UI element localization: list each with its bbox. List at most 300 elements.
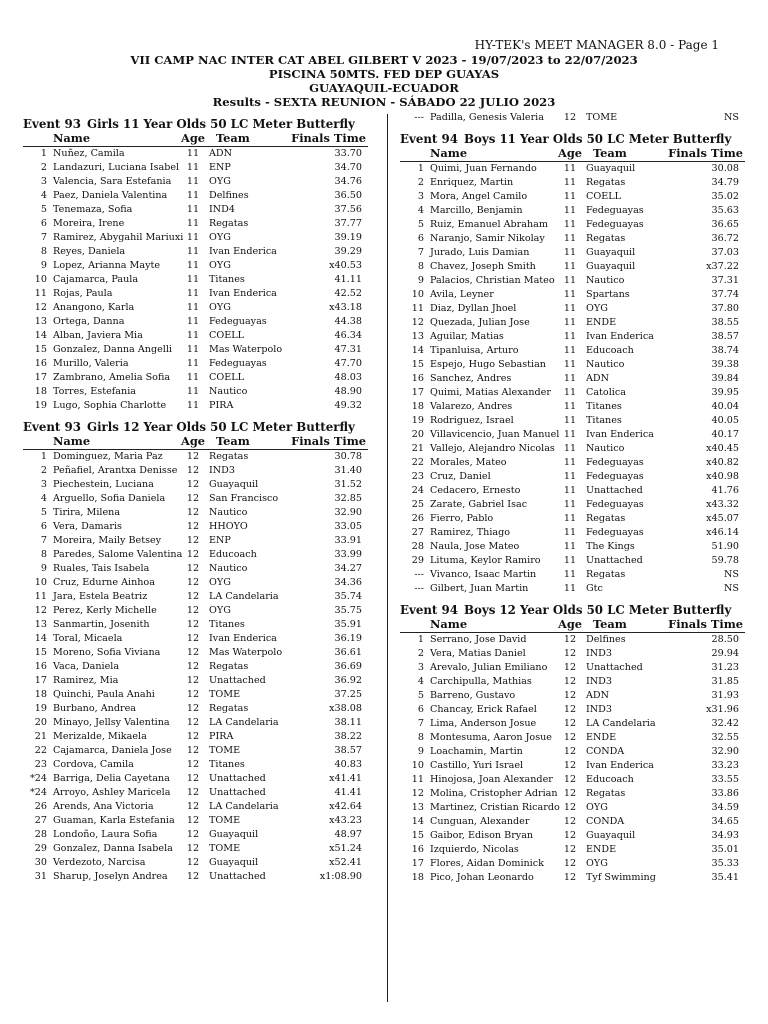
result-age: 12 [186, 717, 200, 728]
result-name: Piechestein, Luciana [53, 479, 154, 490]
result-time: 31.23 [711, 662, 739, 673]
result-team: TOME [586, 112, 618, 123]
result-row [400, 232, 745, 246]
result-row [23, 562, 368, 576]
result-name: Reyes, Daniela [53, 246, 126, 257]
result-place: 4 [417, 676, 424, 687]
result-time: x40.45 [706, 443, 739, 454]
result-time: 51.90 [711, 541, 739, 552]
result-name: Moreira, Irene [53, 218, 125, 229]
result-name: Cajamarca, Daniela Jose [53, 745, 172, 756]
event-title [23, 420, 368, 435]
result-team: Guayaquil [586, 247, 636, 258]
result-row [400, 330, 745, 344]
result-time: 33.70 [334, 148, 362, 159]
result-team: Delfines [586, 634, 626, 645]
result-time: 41.41 [334, 787, 362, 798]
result-age: 12 [186, 731, 200, 742]
result-age: 12 [563, 746, 577, 757]
result-time: x40.82 [706, 457, 739, 468]
header-finals-time: Finals Time [291, 434, 366, 448]
result-name: Lopez, Arianna Mayte [53, 260, 161, 271]
result-team: IND3 [586, 704, 612, 715]
result-name: Dominguez, Maria Paz [53, 451, 163, 462]
result-age: 12 [186, 787, 200, 798]
result-team: OYG [586, 303, 608, 314]
result-row [23, 786, 368, 800]
result-team: ENP [209, 535, 231, 546]
result-name: Cruz, Daniel [430, 471, 491, 482]
result-age: 12 [563, 648, 577, 659]
result-team: Nautico [586, 443, 625, 454]
result-name: Vera, Damaris [53, 521, 122, 532]
session-title: Results - SEXTA REUNION - SÁBADO 22 JULIO 2023 [212, 95, 556, 109]
result-time: x1:08.90 [319, 871, 362, 882]
result-row [400, 274, 745, 288]
result-name: Perez, Kerly Michelle [53, 605, 157, 616]
result-age: 12 [186, 689, 200, 700]
result-team: Spartans [586, 289, 630, 300]
result-team: Ivan Enderica [209, 246, 277, 257]
result-team: Nautico [209, 563, 248, 574]
result-age: 11 [563, 289, 577, 300]
result-team: Regatas [209, 661, 249, 672]
result-team: Regatas [209, 451, 249, 462]
result-name: Chavez, Joseph Smith [430, 261, 536, 272]
result-time: 48.03 [334, 372, 362, 383]
result-age: 11 [563, 485, 577, 496]
result-row [400, 568, 745, 582]
result-time: 37.25 [334, 689, 362, 700]
result-team: PIRA [209, 731, 234, 742]
result-age: 12 [563, 634, 577, 645]
result-place: 2 [417, 648, 424, 659]
result-age: 11 [563, 205, 577, 216]
result-age: 12 [563, 676, 577, 687]
result-row [23, 357, 368, 371]
result-name: Marcillo, Benjamin [430, 205, 523, 216]
result-age: 12 [186, 857, 200, 868]
result-name: Arends, Ana Victoria [53, 801, 154, 812]
result-place: 6 [417, 704, 424, 715]
column-divider [387, 114, 388, 1002]
result-place: 10 [411, 289, 424, 300]
result-place: 23 [411, 471, 424, 482]
result-place: 27 [34, 815, 47, 826]
result-team: Ivan Enderica [209, 633, 277, 644]
result-name: Rojas, Paula [53, 288, 113, 299]
result-name: Barreno, Gustavo [430, 690, 516, 701]
result-time: 39.95 [711, 387, 739, 398]
result-age: 11 [563, 513, 577, 524]
result-place: 4 [417, 205, 424, 216]
result-name: Montesuma, Aaron Josue [430, 732, 552, 743]
result-time: 36.50 [334, 190, 362, 201]
result-team: LA Candelaria [209, 801, 279, 812]
result-time: 39.29 [334, 246, 362, 257]
result-row [23, 660, 368, 674]
result-time: 38.55 [711, 317, 739, 328]
event-name: Boys 11 Year Olds 50 LC Meter Butterfly [464, 132, 732, 146]
result-place: 3 [40, 176, 47, 187]
result-name: Merizalde, Mikaela [53, 731, 147, 742]
result-time: NS [724, 583, 739, 594]
result-time: 31.40 [334, 465, 362, 476]
result-name: Burbano, Andrea [53, 703, 136, 714]
result-age: 11 [186, 344, 200, 355]
result-row [23, 814, 368, 828]
result-row [23, 450, 368, 464]
result-age: 11 [186, 162, 200, 173]
result-row [400, 428, 745, 442]
result-row [400, 703, 745, 717]
result-row [400, 386, 745, 400]
result-team: Educoach [209, 549, 257, 560]
result-name: Carchipulla, Mathias [430, 676, 532, 687]
result-row [400, 801, 745, 815]
result-place: 16 [34, 661, 47, 672]
event-number: Event 94 [400, 132, 458, 146]
result-name: Paez, Daniela Valentina [53, 190, 168, 201]
result-row [400, 302, 745, 316]
result-team: Guayaquil [586, 830, 636, 841]
result-row [23, 259, 368, 273]
result-age: 11 [563, 499, 577, 510]
result-row [400, 661, 745, 675]
result-place: 24 [411, 485, 424, 496]
event-number: Event 93 [23, 117, 81, 131]
result-row [23, 618, 368, 632]
result-age: 11 [186, 260, 200, 271]
result-name: Paredes, Salome Valentina [53, 549, 183, 560]
result-place: 21 [411, 443, 424, 454]
result-age: 11 [563, 233, 577, 244]
result-team: Regatas [586, 177, 626, 188]
result-time: 41.11 [334, 274, 362, 285]
result-time: 32.85 [334, 493, 362, 504]
result-time: 34.36 [334, 577, 362, 588]
result-age: 12 [563, 718, 577, 729]
result-row [23, 203, 368, 217]
result-place: 31 [34, 871, 47, 882]
result-name: Landazuri, Luciana Isabel [53, 162, 180, 173]
result-place: 7 [40, 232, 47, 243]
result-place: 6 [40, 218, 47, 229]
result-name: Loachamin, Martin [430, 746, 523, 757]
result-team: Unattached [209, 787, 266, 798]
result-age: 11 [563, 261, 577, 272]
result-row [23, 604, 368, 618]
result-time: 35.75 [334, 605, 362, 616]
result-row [23, 576, 368, 590]
result-time: 34.76 [334, 176, 362, 187]
result-time: 36.92 [334, 675, 362, 686]
result-place: 4 [40, 190, 47, 201]
result-age: 11 [186, 386, 200, 397]
result-row [400, 773, 745, 787]
result-time: 33.99 [334, 549, 362, 560]
result-name: Lugo, Sophia Charlotte [53, 400, 167, 411]
result-age: 12 [186, 563, 200, 574]
result-place: 14 [34, 633, 47, 644]
result-team: Ivan Enderica [586, 429, 654, 440]
column-header-row [400, 147, 745, 162]
result-place: 16 [411, 844, 424, 855]
result-time: 32.90 [711, 746, 739, 757]
result-name: Gonzalez, Danna Isabela [53, 843, 173, 854]
result-age: 12 [186, 507, 200, 518]
result-age: 11 [563, 359, 577, 370]
result-time: 38.57 [334, 745, 362, 756]
result-row [23, 870, 368, 884]
result-name: Ramirez, Thiago [430, 527, 511, 538]
result-time: 28.50 [711, 634, 739, 645]
result-row [23, 674, 368, 688]
result-name: Jurado, Luis Damian [430, 247, 530, 258]
result-age: 11 [186, 400, 200, 411]
result-place: 3 [40, 479, 47, 490]
result-age: 12 [186, 479, 200, 490]
result-team: ADN [209, 148, 233, 159]
result-place: 27 [411, 527, 424, 538]
result-place: 11 [34, 288, 47, 299]
result-age: 12 [186, 675, 200, 686]
result-team: Fedeguayas [586, 527, 644, 538]
result-age: 12 [186, 759, 200, 770]
result-place: 8 [40, 246, 47, 257]
result-time: 37.31 [711, 275, 739, 286]
result-name: Quinchi, Paula Anahi [53, 689, 155, 700]
result-team: ENDE [586, 732, 617, 743]
result-age: 12 [186, 773, 200, 784]
result-team: Gtc [586, 583, 603, 594]
result-place: 1 [40, 451, 47, 462]
result-time: 33.55 [711, 774, 739, 785]
result-team: Unattached [209, 675, 266, 686]
result-age: 11 [186, 204, 200, 215]
result-time: x37.22 [706, 261, 739, 272]
result-time: 35.74 [334, 591, 362, 602]
event-number: Event 94 [400, 603, 458, 617]
result-time: 32.90 [334, 507, 362, 518]
result-time: 35.01 [711, 844, 739, 855]
result-team: Unattached [586, 555, 643, 566]
result-time: x41.41 [329, 773, 362, 784]
result-name: Aguilar, Matias [430, 331, 504, 342]
result-age: 11 [563, 331, 577, 342]
result-time: 31.85 [711, 676, 739, 687]
meet-header [0, 53, 768, 109]
result-place: --- [414, 112, 424, 123]
result-place: 11 [34, 591, 47, 602]
result-age: 11 [563, 345, 577, 356]
result-row [400, 554, 745, 568]
result-age: 12 [186, 703, 200, 714]
result-time: 39.19 [334, 232, 362, 243]
result-name: Londoño, Laura Sofia [53, 829, 158, 840]
result-place: 20 [34, 717, 47, 728]
result-time: 40.05 [711, 415, 739, 426]
result-team: Regatas [209, 218, 249, 229]
result-time: 34.65 [711, 816, 739, 827]
result-row [400, 582, 745, 596]
result-age: 12 [186, 745, 200, 756]
result-time: 29.94 [711, 648, 739, 659]
result-row [23, 492, 368, 506]
result-age: 11 [563, 163, 577, 174]
result-time: 35.91 [334, 619, 362, 630]
result-name: Peñafiel, Arantxa Denisse [53, 465, 178, 476]
result-team: Nautico [209, 386, 248, 397]
result-team: Titanes [209, 274, 245, 285]
result-place: 29 [411, 555, 424, 566]
header-finals-time: Finals Time [668, 617, 743, 631]
result-age: 12 [563, 732, 577, 743]
result-team: IND3 [209, 465, 235, 476]
header-age: Age [558, 146, 583, 160]
result-place: 1 [417, 634, 424, 645]
result-age: 12 [186, 647, 200, 658]
result-team: Regatas [586, 233, 626, 244]
result-place: 28 [411, 541, 424, 552]
result-team: PIRA [209, 400, 234, 411]
result-team: ENDE [586, 844, 617, 855]
result-team: ENP [209, 162, 231, 173]
result-time: x31.96 [706, 704, 739, 715]
result-age: 12 [186, 577, 200, 588]
result-age: 11 [563, 191, 577, 202]
result-age: 12 [563, 816, 577, 827]
result-age: 11 [563, 555, 577, 566]
result-row [23, 147, 368, 161]
result-team: Ivan Enderica [586, 331, 654, 342]
result-time: 35.33 [711, 858, 739, 869]
result-place: 22 [34, 745, 47, 756]
result-place: 12 [34, 302, 47, 313]
result-time: 34.70 [334, 162, 362, 173]
result-name: Morales, Mateo [430, 457, 507, 468]
result-place: 2 [417, 177, 424, 188]
result-age: 11 [563, 373, 577, 384]
result-name: Mora, Angel Camilo [430, 191, 528, 202]
result-time: 37.56 [334, 204, 362, 215]
result-age: 11 [563, 583, 577, 594]
result-place: 21 [34, 731, 47, 742]
result-place: 15 [34, 344, 47, 355]
result-team: Ivan Enderica [209, 288, 277, 299]
result-age: 12 [563, 788, 577, 799]
result-place: 14 [411, 345, 424, 356]
result-team: Ivan Enderica [586, 760, 654, 771]
result-place: 18 [34, 689, 47, 700]
result-age: 12 [186, 633, 200, 644]
result-place: 7 [417, 247, 424, 258]
result-row [23, 301, 368, 315]
result-team: Fedeguayas [586, 457, 644, 468]
left-results-column [23, 117, 368, 884]
result-time: 34.59 [711, 802, 739, 813]
result-name: Valarezo, Andres [430, 401, 513, 412]
result-team: Catolica [586, 387, 626, 398]
result-row [23, 744, 368, 758]
result-name: Hinojosa, Joan Alexander [430, 774, 553, 785]
result-row [23, 343, 368, 357]
result-place: 9 [40, 260, 47, 271]
result-row [23, 273, 368, 287]
result-time: 35.02 [711, 191, 739, 202]
result-row [23, 245, 368, 259]
result-team: Mas Waterpolo [209, 647, 283, 658]
result-age: 11 [186, 302, 200, 313]
result-row [23, 329, 368, 343]
result-team: HHOYO [209, 521, 248, 532]
result-place: 8 [417, 732, 424, 743]
header-age: Age [181, 434, 206, 448]
result-age: 11 [563, 443, 577, 454]
result-time: x45.07 [706, 513, 739, 524]
result-name: Sanchez, Andres [430, 373, 512, 384]
result-place: 18 [411, 401, 424, 412]
result-age: 12 [186, 451, 200, 462]
result-age: 11 [186, 288, 200, 299]
result-place: 7 [417, 718, 424, 729]
result-row [23, 217, 368, 231]
result-row [23, 772, 368, 786]
result-age: 11 [186, 358, 200, 369]
result-row [400, 162, 745, 176]
result-row [400, 218, 745, 232]
result-row [400, 759, 745, 773]
result-place: 13 [34, 619, 47, 630]
result-name: Arroyo, Ashley Maricela [53, 787, 171, 798]
result-name: Ramirez, Abygahil Mariuxi [53, 232, 184, 243]
result-time: 37.77 [334, 218, 362, 229]
result-place: 5 [40, 507, 47, 518]
result-name: Avila, Leyner [430, 289, 494, 300]
result-name: Verdezoto, Narcisa [53, 857, 146, 868]
result-age: 12 [186, 591, 200, 602]
result-time: 36.69 [334, 661, 362, 672]
result-place: 15 [34, 647, 47, 658]
result-place: 14 [34, 330, 47, 341]
result-row [23, 385, 368, 399]
result-name: Quimi, Matias Alexander [430, 387, 551, 398]
result-team: IND3 [586, 648, 612, 659]
result-time: 35.41 [711, 872, 739, 883]
result-time: 40.83 [334, 759, 362, 770]
result-row [23, 646, 368, 660]
result-team: COELL [586, 191, 621, 202]
result-time: x38.08 [329, 703, 362, 714]
result-age: 12 [563, 844, 577, 855]
result-place: 11 [411, 303, 424, 314]
result-team: COELL [209, 372, 244, 383]
result-row [400, 288, 745, 302]
result-place: 12 [411, 317, 424, 328]
right-results-column [400, 111, 745, 885]
result-team: COELL [209, 330, 244, 341]
result-time: 33.23 [711, 760, 739, 771]
result-age: 12 [563, 802, 577, 813]
result-row [400, 857, 745, 871]
event-spacer [400, 596, 745, 603]
result-name: Izquierdo, Nicolas [430, 844, 519, 855]
result-team: OYG [209, 176, 231, 187]
result-team: Educoach [586, 345, 634, 356]
result-time: x43.18 [329, 302, 362, 313]
result-name: Jara, Estela Beatriz [53, 591, 148, 602]
result-time: 42.52 [334, 288, 362, 299]
